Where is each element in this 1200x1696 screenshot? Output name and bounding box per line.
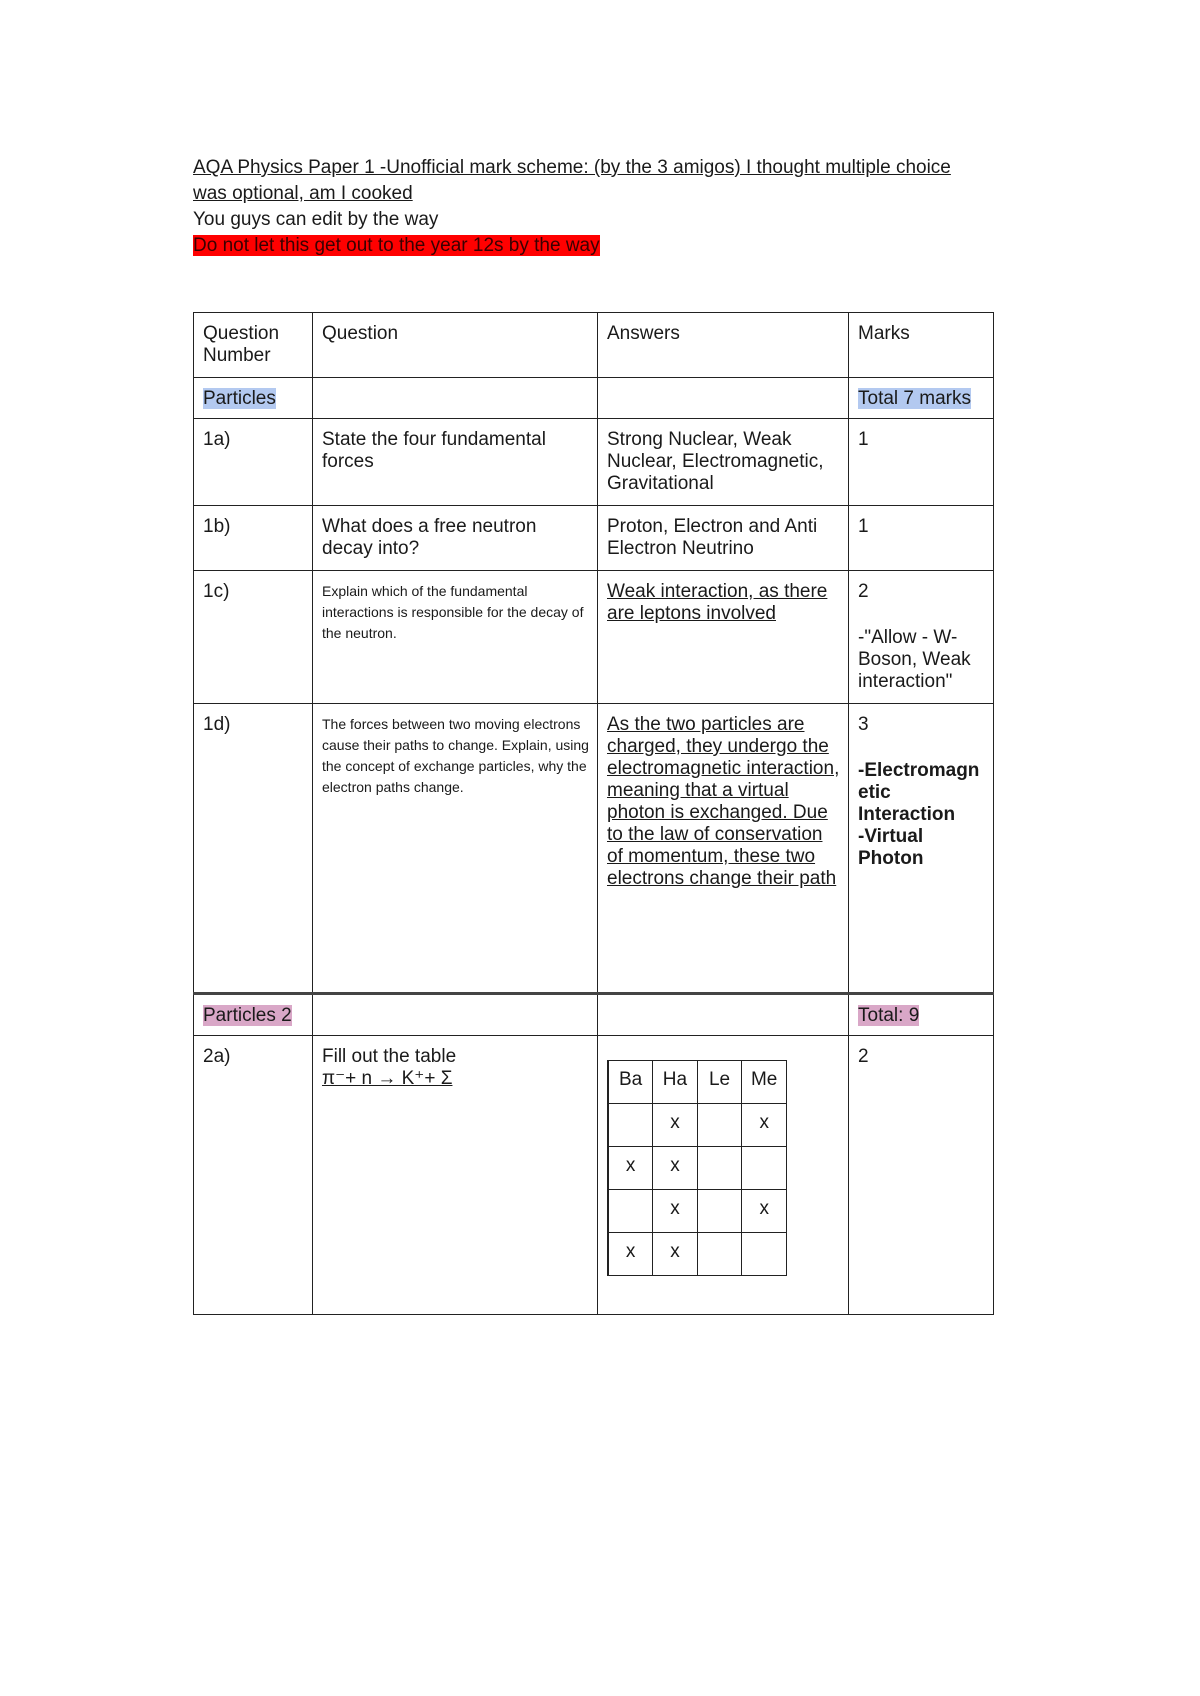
answer-text: Weak interaction, as there are leptons involved [607, 581, 828, 624]
grid-header-baryon: Ba [608, 1061, 653, 1104]
marks-point-1-cont2: Interaction [858, 804, 956, 825]
grid-row [608, 1233, 787, 1276]
header-marks: Marks [849, 313, 994, 378]
section-row-particles [194, 378, 994, 419]
grid-header-row [608, 1061, 787, 1104]
question-number: 2a) [194, 1036, 313, 1315]
marks-value: 1 [849, 419, 994, 506]
grid-cell [608, 1190, 653, 1233]
table-row [194, 1036, 994, 1315]
edit-note: You guys can edit by the way [193, 209, 439, 230]
question-number: 1b) [194, 506, 313, 571]
grid-cell [697, 1147, 742, 1190]
question-text: State the four fundamental forces [313, 419, 598, 506]
header-question-number: Question Number [194, 313, 313, 378]
grid-header-lepton: Le [697, 1061, 742, 1104]
grid-cell [742, 1147, 787, 1190]
grid-header-hadron: Ha [653, 1061, 698, 1104]
marks-point-1-cont: etic [858, 782, 891, 803]
header-answers: Answers [598, 313, 849, 378]
grid-cell: x [742, 1190, 787, 1233]
marks-value: 1 [849, 506, 994, 571]
answer-text: As the two particles are charged, they undergo the electromagnetic interaction, meaning that a virtual photon is exchanged. Due to the law of conservation of momentum, these two electrons change their path [607, 714, 840, 889]
warning-note: Do not let this get out to the year 12s by the way [193, 235, 600, 256]
grid-cell [697, 1233, 742, 1276]
marks-value: 2 [849, 1036, 994, 1315]
table-row [194, 571, 994, 704]
marks-point-2-cont: Photon [858, 848, 924, 869]
marks-point-2: -Virtual [858, 826, 924, 847]
answer-text: Strong Nuclear, Weak Nuclear, Electromagnetic, Gravitational [598, 419, 849, 506]
grid-row [608, 1147, 787, 1190]
grid-cell [742, 1233, 787, 1276]
title-line-1: AQA Physics Paper 1 -Unofficial mark scheme: (by the 3 amigos) I thought multiple choice [193, 157, 951, 178]
title-line-2: was optional, am I cooked [193, 183, 413, 204]
marks-point-1: -Electromagn [858, 760, 980, 781]
grid-cell [697, 1190, 742, 1233]
grid-cell: x [653, 1104, 698, 1147]
section-row-particles-2 [194, 994, 994, 1036]
question-number: 1a) [194, 419, 313, 506]
question-text: What does a free neutron decay into? [313, 506, 598, 571]
marks-note: -"Allow - W- Boson, Weak interaction" [858, 627, 971, 692]
question-text: Explain which of the fundamental interactions is responsible for the decay of the neutron. [313, 571, 598, 704]
question-text: The forces between two moving electrons cause their paths to change. Explain, using the concept of exchange particles, why the electron paths change. [313, 704, 598, 994]
document-header [193, 155, 1013, 259]
table-row [194, 506, 994, 571]
section-name: Particles [203, 388, 276, 409]
grid-cell: x [653, 1190, 698, 1233]
mark-scheme-table [193, 312, 994, 1315]
grid-cell: x [608, 1233, 653, 1276]
reaction-equation: π⁻+ n → K⁺+ Σ [322, 1068, 453, 1089]
grid-cell: x [742, 1104, 787, 1147]
header-question: Question [313, 313, 598, 378]
section-total: Total: 9 [858, 1005, 920, 1026]
grid-cell [697, 1104, 742, 1147]
marks-value: 3 [858, 714, 869, 735]
grid-header-meson: Me [742, 1061, 787, 1104]
grid-cell: x [653, 1147, 698, 1190]
answer-text: Proton, Electron and Anti Electron Neutrino [598, 506, 849, 571]
marks-value: 2 [858, 581, 869, 602]
question-number: 1d) [194, 704, 313, 994]
section-total: Total 7 marks [858, 388, 971, 409]
section-name: Particles 2 [203, 1005, 292, 1026]
table-row [194, 704, 994, 994]
grid-cell: x [608, 1147, 653, 1190]
header-row [194, 313, 994, 378]
question-text: Fill out the table [322, 1046, 457, 1067]
grid-cell [608, 1104, 653, 1147]
grid-row [608, 1190, 787, 1233]
grid-row [608, 1104, 787, 1147]
table-row [194, 419, 994, 506]
question-number: 1c) [194, 571, 313, 704]
quantum-number-grid [607, 1060, 787, 1276]
grid-cell: x [653, 1233, 698, 1276]
